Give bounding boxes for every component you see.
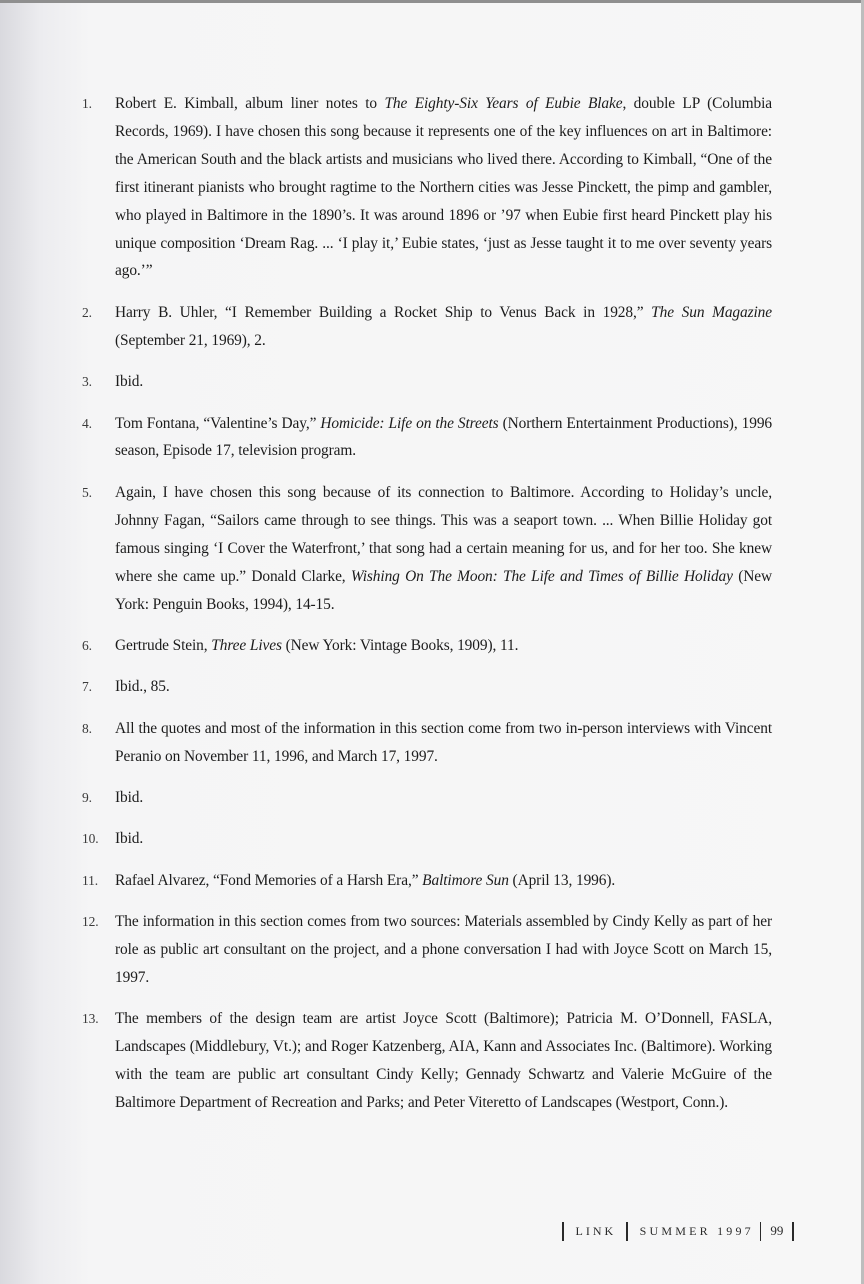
endnote <box>82 479 772 619</box>
endnote-text-run: The members of the design team are artist Joyce Scott (Baltimore); Patricia M. O’Donnell, FASLA, Landscapes (Middlebury, Vt.); and Roger Katzenberg, AIA, Kann and Associates Inc. (Baltimore). Working with the team are public art consultant Cindy Kelly; Gennady Schwartz and Valerie McGuire of the Baltimore Department of Recreation and Parks; and Peter Viteretto of Landscapes (Westport, Conn.). <box>115 1010 772 1112</box>
endnote-text <box>115 678 170 695</box>
footer-issue: SUMMER 1997 <box>639 1223 754 1238</box>
endnote-text <box>115 720 772 765</box>
endnote <box>82 908 772 992</box>
endnote-text <box>115 637 518 654</box>
endnote-number: 3. <box>82 374 92 390</box>
endnote-text-run: (April 13, 1996). <box>508 871 616 889</box>
scan-top-edge <box>0 0 864 3</box>
endnote-text-run: Ibid. <box>115 373 144 391</box>
endnote-number: 13. <box>82 1011 99 1027</box>
endnote-text <box>115 913 772 986</box>
page-number: 99 <box>770 1223 784 1238</box>
endnote <box>82 673 772 701</box>
endnote-number: 9. <box>82 790 92 806</box>
endnote-number: 4. <box>82 415 92 431</box>
endnote <box>82 867 772 895</box>
endnote-number: 10. <box>82 831 99 847</box>
endnote-text-run: Tom Fontana, “Valentine’s Day,” <box>115 414 321 432</box>
endnote-text-run: Ibid. <box>115 789 144 807</box>
endnote-text <box>115 484 772 613</box>
endnote-text-run: , double LP (Columbia Records, 1969). I have chosen this song because it represents one of the key influences on art in Baltimore: the American South and the black artists and musicians who lived there. According to Kimball, “One of the first itinerant pianists who brought ragtime to the Northern cities was Jesse Pinckett, the pimp and gambler, who played in Baltimore in the 1890’s. It was around 1896 or ’97 when Eubie first heard Pinckett play his unique composition ‘Dream Rag. ... ‘I play it,’ Eubie states, ‘just as Jesse taught it to me over seventy years ago.’” <box>115 95 773 280</box>
endnote-text <box>115 415 772 460</box>
endnote-text-run: Again, I have chosen this song because of its connection to Baltimore. According to Holiday’s uncle, Johnny Fagan, “Sailors came through to see things. This was a seaport town. ... When Billie Holiday got famous singing ‘I Cover the Waterfront,’ that song had a certain meaning for us, and for her too. She knew where she came up.” Donald Clarke, <box>115 483 772 585</box>
endnote-text-run: Ibid., 85. <box>115 678 170 696</box>
endnote-text-run: (September 21, 1969), 2. <box>115 331 266 349</box>
endnote-text <box>115 304 772 349</box>
endnote-text-run: Robert E. Kimball, album liner notes to <box>115 95 385 112</box>
endnote <box>82 632 772 660</box>
footer-rule <box>792 1222 794 1241</box>
endnote-text-run: The information in this section comes from two sources: Materials assembled by Cindy Kelly as part of her role as public art consultant on the project, and a phone conversation I had with Joyce Scott on March 15, 1997. <box>115 913 772 987</box>
endnote-text <box>115 373 143 390</box>
endnote-italic-title: Wishing On The Moon: The Life and Times of Billie Holiday <box>350 567 733 585</box>
endnote-text-run: (Northern Entertainment Productions), 1996 season, Episode 17, television program. <box>115 414 773 460</box>
endnote-number: 8. <box>82 720 92 736</box>
endnote <box>82 90 772 285</box>
endnote <box>82 715 772 771</box>
endnote-text-run: Ibid. <box>115 830 144 848</box>
endnote-number: 1. <box>82 96 92 111</box>
endnote-italic-title: Three Lives <box>211 636 282 654</box>
endnote-text-run: All the quotes and most of the information in this section come from two in-person interviews with Vincent Peranio on November 11, 1996, and March 17, 1997. <box>115 719 772 765</box>
endnote-number: 11. <box>82 872 99 888</box>
endnote-text-run: Gertrude Stein, <box>115 636 212 654</box>
endnote <box>82 368 772 396</box>
running-footer <box>562 1220 794 1242</box>
endnote-number: 7. <box>82 679 92 695</box>
endnote-italic-title: Baltimore Sun <box>422 871 509 889</box>
endnote <box>82 1005 772 1117</box>
endnote-text-run: Rafael Alvarez, “Fond Memories of a Harsh Era,” <box>115 871 423 889</box>
footer-magazine-name: LINK <box>575 1223 617 1238</box>
endnote <box>82 784 772 812</box>
endnote-italic-title: The Sun Magazine <box>651 303 772 321</box>
endnote-number: 5. <box>82 484 92 500</box>
endnote-text <box>115 1010 772 1111</box>
endnote-text <box>115 872 615 889</box>
endnote <box>82 410 772 466</box>
endnote-number: 6. <box>82 637 92 653</box>
endnote-text-run: Harry B. Uhler, “I Remember Building a Rocket Ship to Venus Back in 1928,” <box>115 303 652 321</box>
endnote <box>82 825 772 853</box>
endnote-italic-title: Homicide: Life on the Streets <box>320 414 499 432</box>
endnotes-list <box>82 90 772 1131</box>
endnote-text <box>115 789 143 806</box>
endnote-text <box>115 830 143 847</box>
endnote-text-run: (New York: Vintage Books, 1909), 11. <box>281 636 519 654</box>
endnote <box>82 299 772 355</box>
endnote-number: 12. <box>82 914 99 930</box>
endnote-text-run: (New York: Penguin Books, 1994), 14-15. <box>115 567 772 613</box>
endnote-text <box>115 95 772 279</box>
endnote-italic-title: The Eighty-Six Years of Eubie Blake <box>384 95 623 112</box>
endnote-number: 2. <box>82 304 92 320</box>
